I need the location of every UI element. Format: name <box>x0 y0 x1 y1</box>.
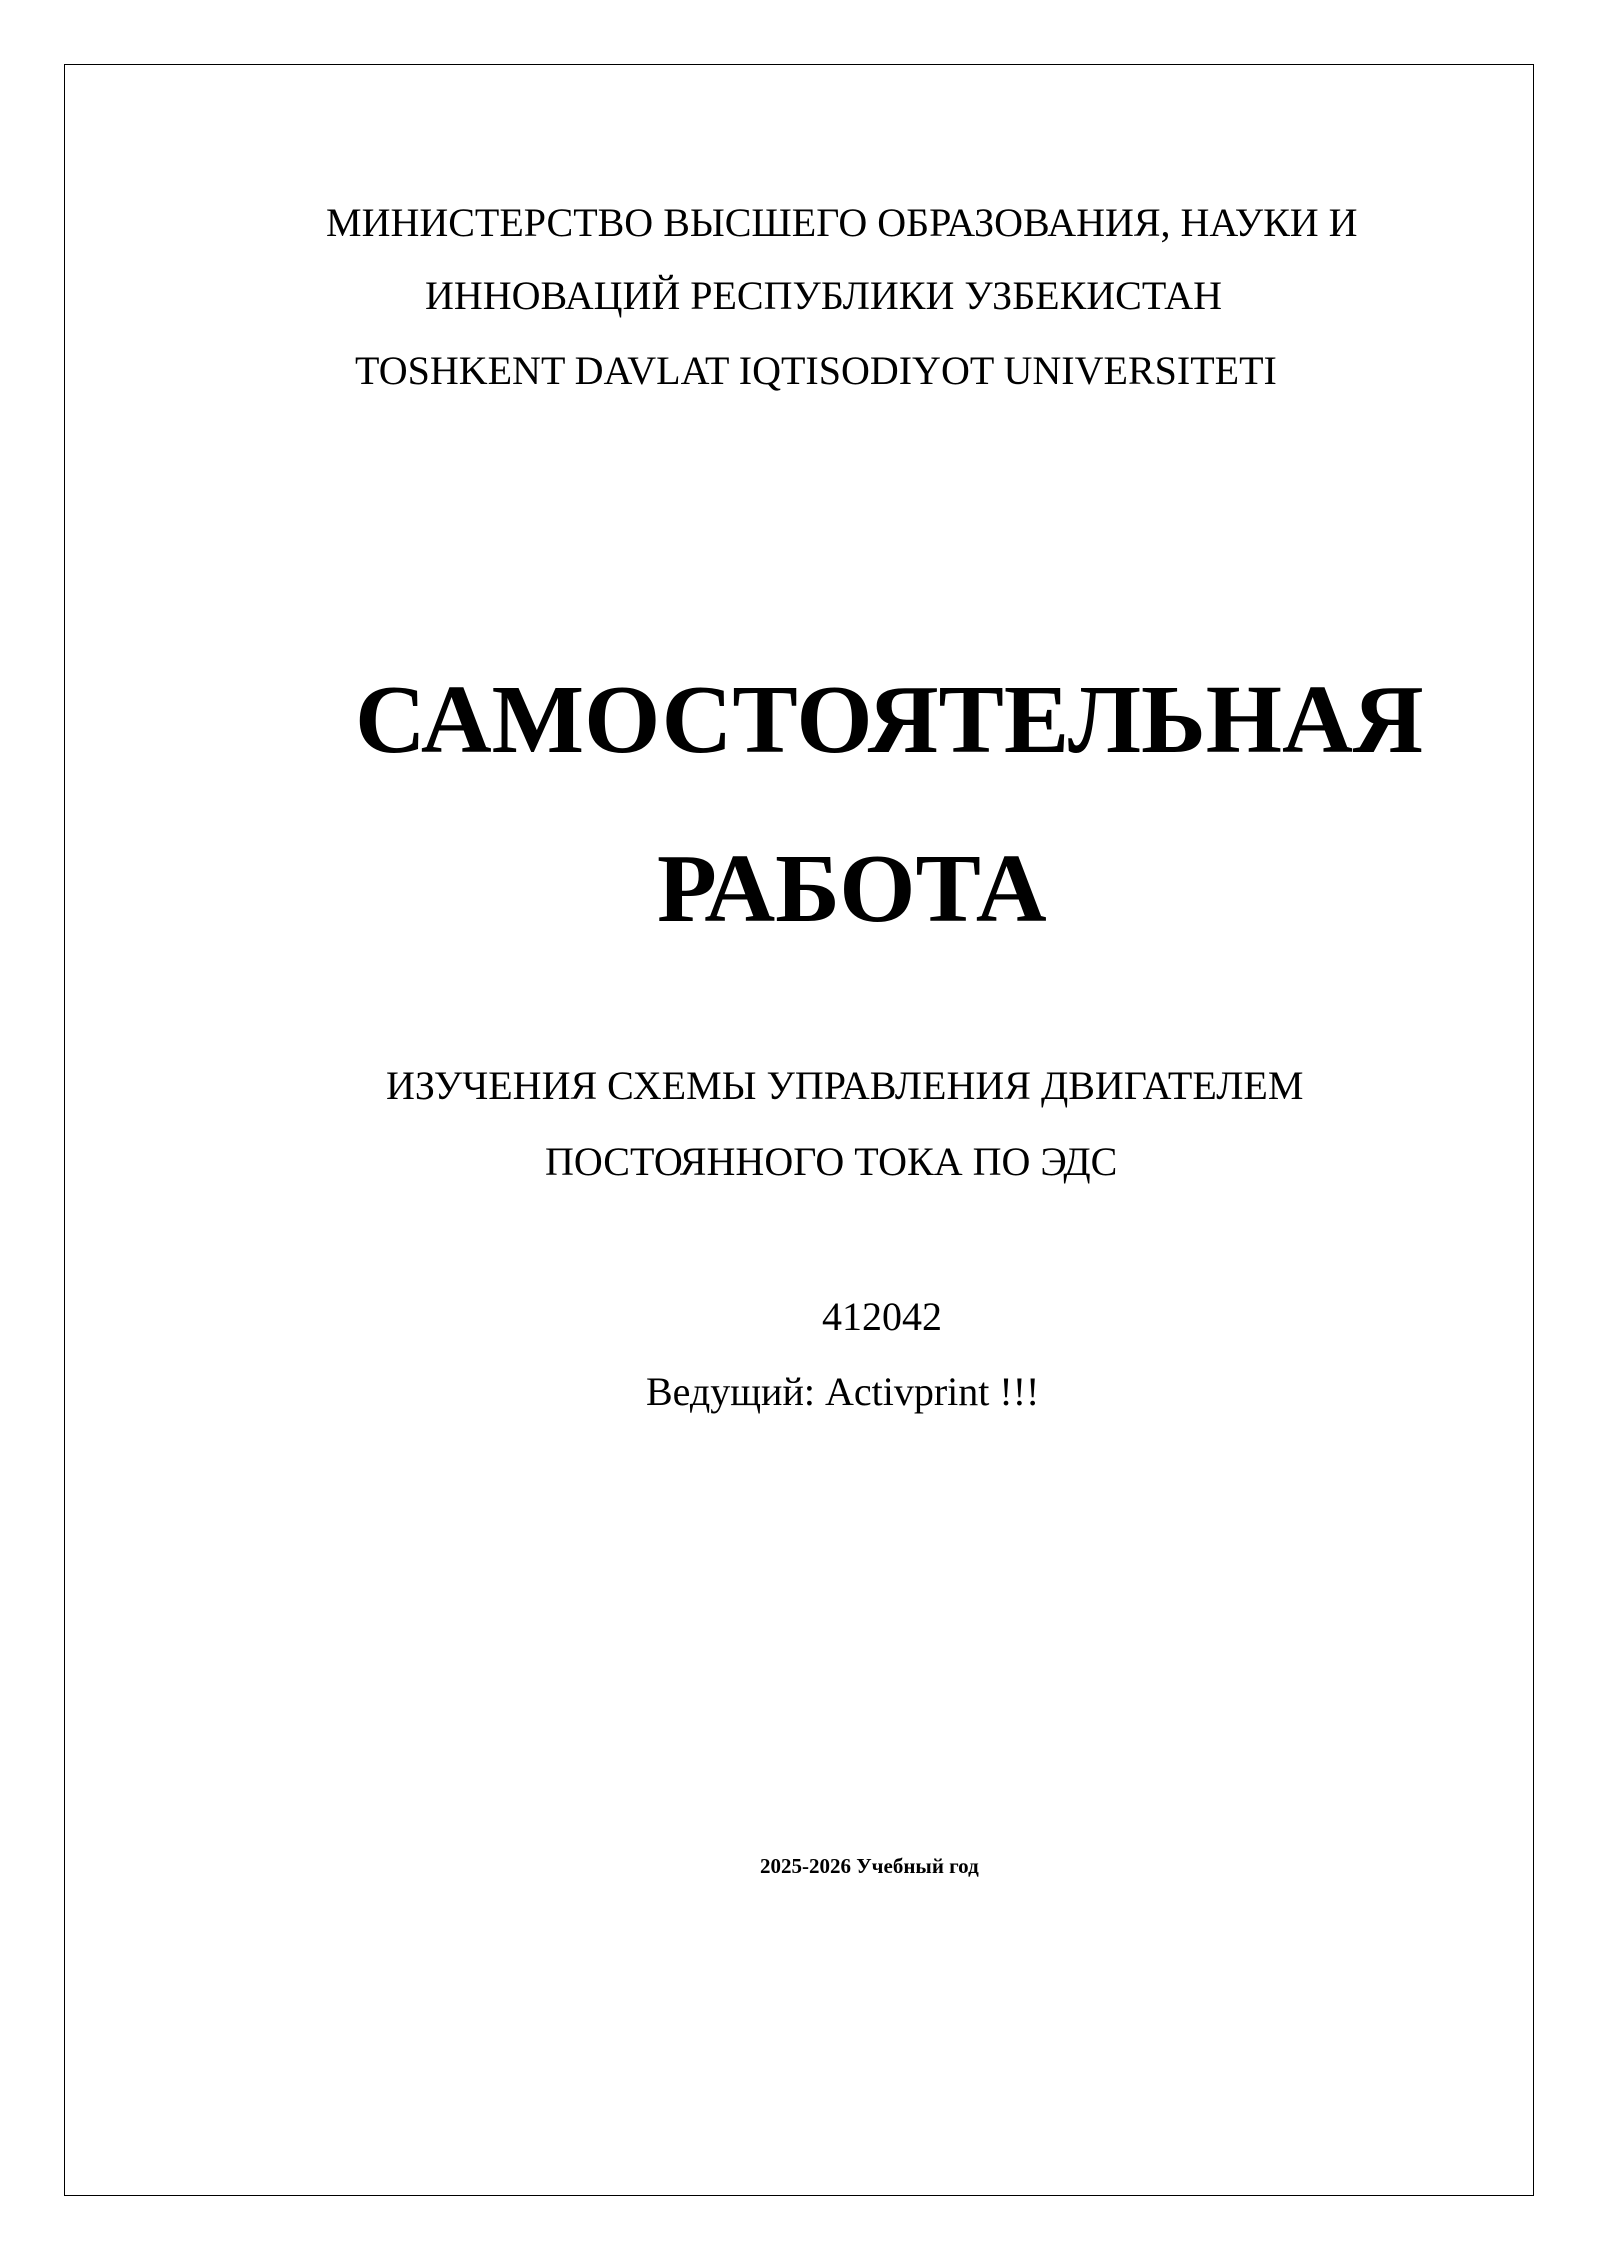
topic-line-1: ИЗУЧЕНИЯ СХЕМЫ УПРАВЛЕНИЯ ДВИГАТЕЛЕМ <box>386 1063 1304 1108</box>
ministry-name-line-1: МИНИСТЕРСТВО ВЫСШЕГО ОБРАЗОВАНИЯ, НАУКИ И <box>326 200 1358 245</box>
topic-line-2: ПОСТОЯННОГО ТОКА ПО ЭДС <box>545 1139 1118 1184</box>
academic-year: 2025-2026 Учебный год <box>760 1854 979 1878</box>
university-name: TOSHKENT DAVLAT IQTISODIYOT UNIVERSITETI <box>355 348 1277 393</box>
ministry-name-line-2: ИННОВАЦИЙ РЕСПУБЛИКИ УЗБЕКИСТАН <box>425 273 1223 318</box>
document-title-line-1: САМОСТОЯТЕЛЬНАЯ <box>355 666 1424 774</box>
leader-line: Ведущий: Activprint !!! <box>646 1369 1040 1414</box>
group-code: 412042 <box>822 1294 942 1339</box>
document-title-line-2: РАБОТА <box>657 835 1047 943</box>
